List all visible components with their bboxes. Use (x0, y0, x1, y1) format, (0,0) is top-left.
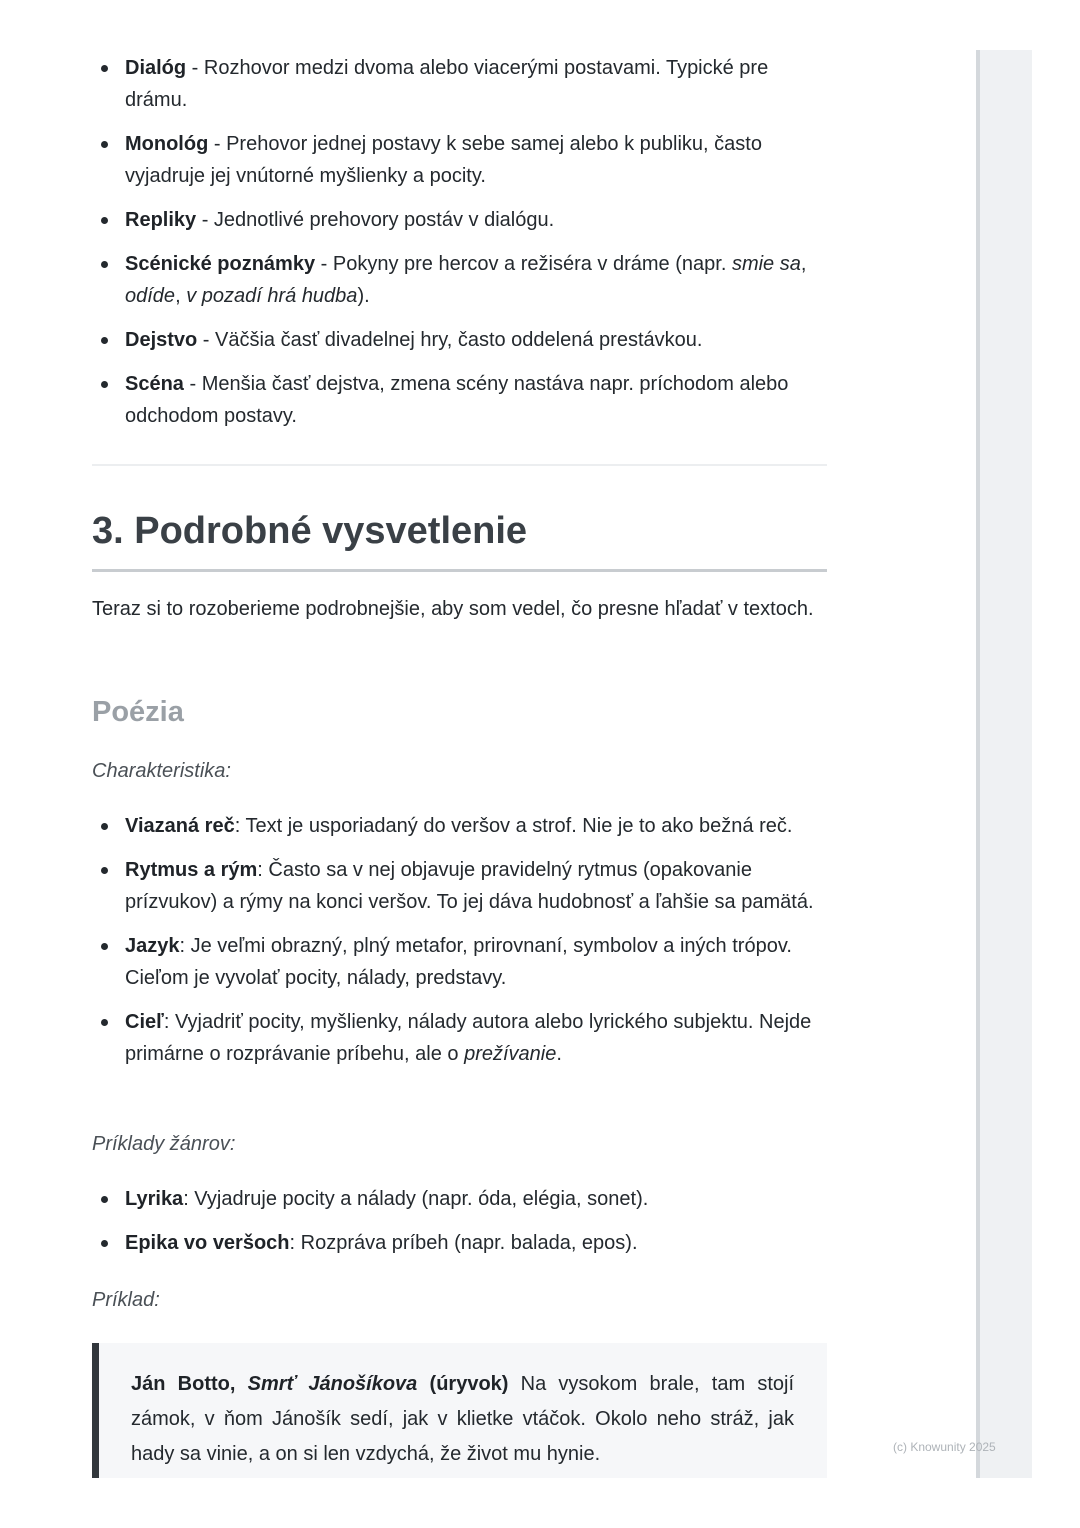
list-item (92, 930, 827, 994)
term-text: - Väčšia časť divadelnej hry, často oddelená prestávkou. (197, 329, 703, 351)
characteristics-list (92, 810, 827, 1070)
section-divider (92, 464, 827, 466)
term-text: - Prehovor jednej postavy k sebe samej alebo k publiku, často vyjadruje jej vnútorné myšlienky a pocity. (125, 133, 762, 187)
quote-note: (úryvok) (429, 1373, 509, 1395)
term-label: Cieľ (125, 1011, 164, 1033)
term-label: Rytmus a rým (125, 859, 258, 881)
term-label: Dejstvo (125, 329, 198, 351)
characteristics-block (92, 810, 827, 1070)
term-tail: ). (357, 285, 370, 307)
characteristics-label: Charakteristika: (92, 760, 231, 782)
term-example: odíde (125, 285, 176, 307)
section-heading: 3. Podrobné vysvetlenie (92, 510, 528, 552)
term-emphasis: prežívanie (464, 1043, 557, 1065)
genres-block (92, 1183, 827, 1259)
term-text: - Jednotlivé prehovory postáv v dialógu. (196, 209, 555, 231)
quote-text: Na vysokom brale, tam stojí zámok, v ňom Jánošík sedí, jak v klietke vtáčok. Okolo neho stráž, jak hady sa vinie, a on si len vzdychá, že život mu hynie. (131, 1373, 795, 1465)
term-tail: . (556, 1043, 562, 1065)
term-label: Scéna (125, 373, 184, 395)
term-label: Viazaná reč (125, 815, 235, 837)
list-item (92, 52, 827, 116)
term-label: Scénické poznámky (125, 253, 316, 275)
term-label: Jazyk (125, 935, 180, 957)
terms-list (92, 52, 827, 432)
quote-author: Ján Botto, (131, 1373, 236, 1395)
terms-list-block (92, 52, 827, 432)
term-label: Monológ (125, 133, 209, 155)
term-text: : Text je usporiadaný do veršov a strof. Nie je to ako bežná reč. (234, 815, 793, 837)
list-item (92, 854, 827, 918)
list-item (92, 810, 827, 842)
term-example: smie sa (731, 253, 801, 275)
example-blockquote (92, 1343, 827, 1478)
term-text: - Pokyny pre hercov a režiséra v dráme (napr. (315, 253, 732, 275)
term-label: Repliky (125, 209, 197, 231)
genres-label: Príklady žánrov: (92, 1133, 236, 1155)
term-example: v pozadí hrá hudba (186, 285, 358, 307)
term-text: : Vyjadruje pocity a nálady (napr. óda, elégia, sonet). (183, 1188, 649, 1210)
watermark: (c) Knowunity 2025 (893, 1440, 996, 1454)
term-text: - Rozhovor medzi dvoma alebo viacerými postavami. Typické pre drámu. (125, 57, 769, 111)
term-text: - Menšia časť dejstva, zmena scény nastáva napr. príchodom alebo odchodom postavy. (125, 373, 789, 427)
side-panel (976, 50, 1032, 1478)
term-label: Dialóg (125, 57, 187, 79)
list-item (92, 1227, 827, 1259)
list-item (92, 248, 827, 312)
list-item (92, 324, 827, 356)
separator: , (175, 285, 187, 307)
term-text: : Často sa v nej objavuje pravidelný rytmus (opakovanie prízvukov) a rýmy na konci veršov. To jej dáva hudobnosť a ľahšie sa pamätá. (125, 859, 814, 913)
poetry-heading: Poézia (92, 696, 184, 728)
heading-underline (92, 569, 827, 572)
term-label: Lyrika (125, 1188, 184, 1210)
list-item (92, 128, 827, 192)
term-text: : Vyjadriť pocity, myšlienky, nálady autora alebo lyrického subjektu. Nejde primárne o rozprávanie príbehu, ale o (125, 1011, 812, 1065)
separator: , (800, 253, 807, 275)
list-item (92, 204, 827, 236)
example-label: Príklad: (92, 1289, 160, 1311)
list-item (92, 1006, 827, 1070)
section-intro: Teraz si to rozoberieme podrobnejšie, aby som vedel, čo presne hľadať v textoch. (92, 598, 814, 620)
quote-work-title: Smrť Jánošíkova (247, 1373, 418, 1395)
list-item (92, 368, 827, 432)
term-text: : Je veľmi obrazný, plný metafor, prirovnaní, symbolov a iných trópov. Cieľom je vyvolať pocity, nálady, predstavy. (125, 935, 792, 989)
term-label: Epika vo veršoch (125, 1232, 290, 1254)
list-item (92, 1183, 827, 1215)
genres-list (92, 1183, 827, 1259)
term-text: : Rozpráva príbeh (napr. balada, epos). (289, 1232, 638, 1254)
